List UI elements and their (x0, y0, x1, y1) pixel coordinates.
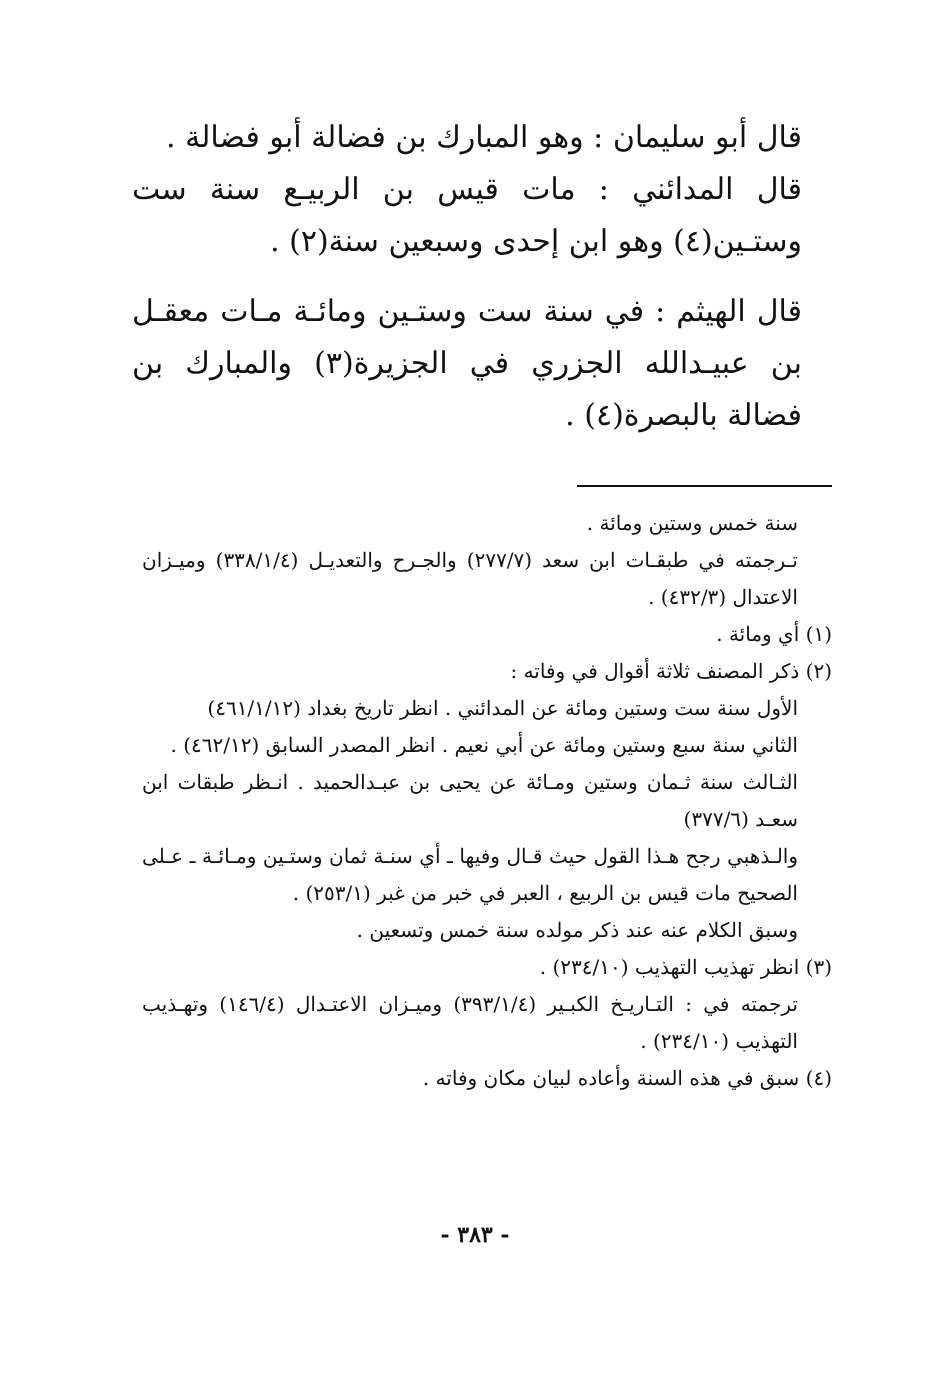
footnote-2-item: وسبق الكلام عنه عند ذكر مولده سنة خمس وتسعين . (356, 918, 798, 942)
footnote-continuation: سنة خمس وستين ومائة . (586, 511, 798, 535)
footnote-3-item: ترجمته في : التـاريـخ الكبـير (٣٩٣/١/٤) وميـزان الاعتـدال (١٤٦/٤) وتهـذيب التهذيب (٢٣٤/١٠) . (142, 992, 798, 1053)
footnote-2-item: الأول سنة ست وستين ومائة عن المدائني . انظر تاريخ بغداد (٤٦١/١/١٢) (207, 696, 798, 720)
main-text-body (132, 112, 832, 442)
footnote-2: (٢) ذكر المصنف ثلاثة أقوال في وفاته : (510, 659, 832, 683)
footnote-separator (577, 485, 832, 487)
footnote-3: (٣) انظر تهذيب التهذيب (٢٣٤/١٠) . (539, 955, 832, 979)
footnote-1: (١) أي ومائة . (716, 622, 832, 646)
main-paragraph-2: قال المدائني : مات قيس بن الربيـع سنة ست وستـين(٤) وهو ابن إحدى وسبعين سنة(٢) . (132, 172, 802, 259)
footnote-2-item: الثـالث سنة ثـمان وستين ومـائة عن يحيى بن عبـدالحميد . انـظر طبقات ابن سعـد (٣٧٧/٦) (142, 770, 798, 831)
footnote-2-item: الثاني سنة سبع وستين ومائة عن أبي نعيم . انظر المصدر السابق (٤٦٢/١٢) . (170, 733, 798, 757)
page-number: - ٣٨٣ - (440, 1222, 510, 1248)
footnote-continuation: تـرجمته في طبقـات ابن سعد (٢٧٧/٧) والجـرح والتعديـل (٣٣٨/١/٤) وميـزان الاعتدال (٤٣٢/٣) . (142, 548, 798, 609)
footnote-4: (٤) سبق في هذه السنة وأعاده لبيان مكان وفاته . (422, 1066, 832, 1090)
main-paragraph-3: قال الهيثم : في سنة ست وستـين ومائـة مـات معقـل بن عبيـدالله الجزري في الجزيرة(٣) والمبارك بن فضالة بالبصرة(٤) . (132, 294, 802, 433)
footnote-2-item: والـذهبي رجح هـذا القول حيث قـال وفيها ـ أي سنـة ثمان وستـين ومـائـة ـ عـلى الصحيح مات قيس بن الربيع ، العبر في خبر من غبر (٢٥٣/١) . (142, 844, 798, 905)
main-paragraph-1: قال أبو سليمان : وهو المبارك بن فضالة أبو فضالة . (166, 120, 802, 155)
footnotes-section (142, 505, 832, 1097)
